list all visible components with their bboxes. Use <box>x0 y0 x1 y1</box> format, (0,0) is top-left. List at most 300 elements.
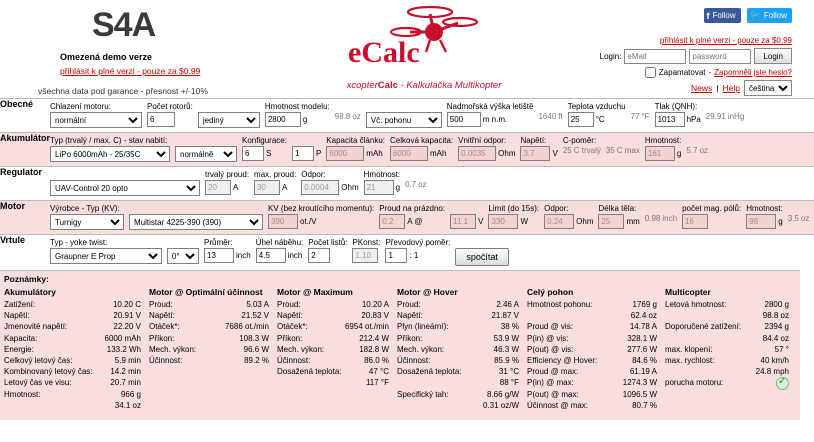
results-row <box>397 310 519 321</box>
facebook-icon: f <box>706 10 710 21</box>
results-row <box>527 366 657 377</box>
results-row <box>397 299 519 310</box>
value-no-load-current <box>379 214 445 229</box>
field-c-rate-max <box>606 133 645 166</box>
value-prop-pitch <box>256 248 304 263</box>
results-row <box>277 321 389 332</box>
results-value: 53.9 W <box>493 333 519 343</box>
field-air-temp <box>568 99 631 132</box>
esc-mass-oz-unit: oz <box>418 180 427 189</box>
label-voltage: Napětí: <box>520 136 547 145</box>
label-motor-resistance: Odpor: <box>544 204 569 213</box>
results-key: Otáček*: <box>149 322 180 332</box>
prop-yoke-select[interactable] <box>167 248 199 264</box>
prop-type-select[interactable] <box>50 248 162 264</box>
results-value <box>768 377 776 390</box>
results-row <box>527 377 657 388</box>
results-row <box>397 355 519 366</box>
esc-mass-input <box>364 180 394 195</box>
total-capacity-input <box>390 146 428 161</box>
esc-type-select[interactable] <box>50 180 200 196</box>
label-gear-ratio: Převodový poměr: <box>385 238 451 247</box>
results-row <box>4 400 141 411</box>
results-value: 46.3 W <box>493 344 519 354</box>
motor-mass-unit: g <box>778 217 783 226</box>
results-heading-total-drive: Celý pohon <box>527 287 574 297</box>
esc-resistance-input <box>301 180 339 195</box>
results-value: 10.20 C <box>112 300 141 309</box>
label-config-p <box>292 136 321 145</box>
motor-resistance-input <box>544 214 574 229</box>
results-value: 20.83 V <box>361 311 389 321</box>
no-load-current-unit: A @ <box>407 217 423 226</box>
label-rotor-config <box>198 102 260 111</box>
motor-resistance-unit: Ohm <box>576 217 594 226</box>
twitter-follow-button[interactable] <box>747 8 792 23</box>
login-password-input[interactable] <box>689 49 751 64</box>
field-field-elevation <box>447 99 539 132</box>
results-key: Proud: <box>397 300 421 309</box>
field-elevation-unit: m n.m. <box>482 115 508 124</box>
label-esc-mass-oz <box>405 170 427 179</box>
pressure-unit: hPa <box>686 115 701 124</box>
results-row <box>277 344 389 355</box>
motor-mass-oz-text: 3.5 <box>787 214 799 223</box>
results-key: Mech. výkon: <box>149 344 197 354</box>
config-p-input[interactable] <box>292 146 314 161</box>
label-motor-mass-oz <box>788 204 810 213</box>
forgot-separator: - <box>708 68 712 77</box>
label-motor-model <box>129 204 263 213</box>
internal-resistance-input <box>458 146 496 161</box>
label-motor-kv: KV (bez kroutícího momentu): <box>268 204 375 213</box>
cooling-select[interactable] <box>50 112 142 128</box>
results-key: Celkový letový čas: <box>4 356 73 366</box>
results-row <box>277 355 389 366</box>
form-row-vrtule <box>0 235 814 271</box>
label-esc-mass: Hmotnost: <box>363 170 401 179</box>
field-motor-manufacturer <box>50 201 129 234</box>
esc-mass-unit: g <box>395 183 401 192</box>
results-value: 5.03 A <box>246 300 269 309</box>
results-value: 98.8 oz <box>762 311 789 321</box>
air-temp-f-text: 77 <box>630 112 640 121</box>
no-load-voltage-unit: V <box>478 217 484 226</box>
results-row <box>149 355 269 366</box>
field-prop-pitch <box>256 235 309 270</box>
results-value: 21.52 V <box>241 311 269 321</box>
field-prop-yoke <box>167 235 204 270</box>
news-link[interactable]: News <box>691 83 713 93</box>
results-row <box>397 366 519 377</box>
facebook-follow-button[interactable] <box>704 8 741 23</box>
value-case-length <box>598 214 639 229</box>
label-battery-mass-oz <box>686 136 708 145</box>
config-s-input[interactable] <box>242 146 264 161</box>
pressure-input[interactable] <box>655 112 685 127</box>
case-length-in-text: 0.98 <box>644 214 661 223</box>
results-value: 20.7 min <box>110 378 141 388</box>
case-length-input <box>598 214 624 229</box>
results-row <box>4 333 141 344</box>
battery-charge-select[interactable] <box>175 146 237 162</box>
config-p-unit: P <box>315 149 322 158</box>
form-row-regulator <box>0 167 814 201</box>
results-key: P(in) @ vis: <box>527 333 569 343</box>
field-battery-mass <box>645 133 686 166</box>
value-air-temp-f <box>631 112 650 121</box>
results-value: 31 °C <box>498 367 519 377</box>
value-drive-incl <box>366 112 442 128</box>
links-separator: | <box>716 83 719 93</box>
field-esc-mass <box>364 167 405 200</box>
field-air-temp-f <box>631 99 655 132</box>
results-key: Specifický tah: <box>397 389 449 399</box>
results-value: 5.9 min <box>114 356 141 366</box>
field-no-load-voltage <box>450 201 488 234</box>
value-voltage <box>520 146 557 161</box>
calculate-button[interactable]: spočítat <box>455 248 509 266</box>
field-calculate <box>455 235 514 270</box>
value-model-weight <box>265 112 330 127</box>
results-panel <box>0 270 800 420</box>
blade-count-input[interactable] <box>308 248 330 263</box>
results-value: 7686 ot./min <box>224 322 269 332</box>
demo-upgrade-link-left[interactable] <box>60 66 200 76</box>
value-esc-cont-current <box>205 180 249 195</box>
field-elevation-ft-unit: ft <box>558 112 563 121</box>
label-internal-resistance: Vnitřní odpor: <box>458 136 507 145</box>
tagline-part-rest: - Kalkulačka Multikopter <box>397 80 502 91</box>
results-key: Letová hmotnost: <box>665 300 727 309</box>
prop-pitch-input[interactable] <box>256 248 286 263</box>
value-poles <box>682 214 741 229</box>
results-row <box>397 321 519 332</box>
value-limit-15s <box>488 214 539 229</box>
results-key: Hmotnost: <box>4 389 41 399</box>
total-capacity-unit: mAh <box>429 149 447 158</box>
ecalc-logo-text: eCalc <box>348 36 420 69</box>
results-value: 21.87 V <box>491 311 519 321</box>
results-key: Mech. výkon: <box>397 344 445 354</box>
ecalc-branding <box>330 2 510 98</box>
results-value: 80.7 % <box>632 400 657 410</box>
label-esc-resistance: Odpor: <box>301 170 326 179</box>
value-motor-mass-oz <box>788 214 810 223</box>
help-link[interactable]: Help <box>722 83 740 93</box>
results-value: 328.1 W <box>627 333 657 343</box>
results-row <box>665 310 789 321</box>
field-no-load-current <box>379 201 450 234</box>
value-battery-mass <box>645 146 681 161</box>
form-row-fields <box>50 133 814 166</box>
label-esc-cont-current: trvalý proud: <box>205 170 250 179</box>
value-battery-type <box>50 146 170 162</box>
ecalc-tagline <box>324 80 524 91</box>
results-value: 10.20 A <box>361 300 389 309</box>
field-esc-resistance <box>301 167 363 200</box>
demo-upgrade-anchor-left[interactable]: přihlásit k plné verzi - pouze za $0.99 <box>60 66 201 76</box>
results-value: 89.2 % <box>244 356 269 366</box>
results-key: Proud @ max: <box>527 367 579 377</box>
results-row <box>527 389 657 400</box>
top-links <box>691 80 792 96</box>
value-pressure <box>655 112 701 127</box>
label-field-elevation: Nadmořská výška letiště <box>446 102 534 111</box>
results-row <box>4 321 141 332</box>
air-temp-f-unit: °F <box>641 112 650 121</box>
form-row-fields <box>50 235 814 270</box>
value-config-s <box>242 146 287 161</box>
field-esc-max-current <box>254 167 301 200</box>
label-blade-count: Počet listů: <box>308 238 348 247</box>
rotor-config-select[interactable] <box>198 112 260 128</box>
label-field-elevation-ft <box>538 102 562 111</box>
login-remember-row <box>564 67 792 78</box>
esc-mass-oz-text: 0.7 <box>405 180 417 189</box>
login-promo[interactable] <box>564 36 792 45</box>
field-cell-capacity <box>326 133 390 166</box>
label-cell-capacity: Kapacita článku: <box>326 136 385 145</box>
c-rate-max-unit: C max <box>616 146 640 155</box>
results-key: max. rychlost: <box>665 356 715 366</box>
results-value: 212.4 W <box>359 333 389 343</box>
results-value: 1769 g <box>632 300 657 309</box>
label-poles: počet mag. pólů: <box>682 204 742 213</box>
results-value: 84.4 oz <box>762 333 789 343</box>
c-rate-label-unit: C trvalý <box>573 146 601 155</box>
results-key: Účinnost: <box>397 356 431 366</box>
form-row-motor <box>0 201 814 235</box>
no-load-current-input <box>379 214 405 229</box>
results-row <box>527 400 657 411</box>
results-column-batteries <box>0 287 145 411</box>
results-key: Účinnost: <box>277 356 311 366</box>
motor-model-select[interactable] <box>129 214 263 230</box>
results-key: Jmenovité napětí: <box>4 322 68 332</box>
results-value: 40 km/h <box>760 356 789 366</box>
poles-input <box>682 214 708 229</box>
value-esc-max-current <box>254 180 296 195</box>
value-cooling <box>50 112 142 128</box>
label-limit-15s: Limit (do 15s): <box>488 204 540 213</box>
label-motor-manufacturer: Výrobce - Typ (KV): <box>50 204 120 213</box>
field-rotor-config <box>198 99 265 132</box>
results-value: 47 °C <box>368 367 389 377</box>
label-no-load-voltage <box>450 204 483 213</box>
results-row <box>527 299 657 310</box>
label-case-length: Délka těla: <box>598 204 637 213</box>
results-value: 117 °F <box>365 378 389 388</box>
results-key: Účinnost @ max: <box>527 400 589 410</box>
results-value: 2.46 A <box>496 300 519 309</box>
value-field-elevation-ft <box>538 112 562 121</box>
prop-pitch-unit: inch <box>287 251 303 260</box>
login-row <box>564 48 792 64</box>
label-rotor-count: Počet rotorů: <box>147 102 193 111</box>
results-key: Energie: <box>4 344 34 354</box>
results-row <box>149 321 269 332</box>
s4a-logo: S4A <box>92 6 156 44</box>
label-prop-yoke <box>167 238 199 247</box>
results-heading-motor-hover: Motor @ Hover <box>397 287 458 297</box>
results-key: Příkon: <box>397 333 423 343</box>
motor-mass-input <box>746 214 776 229</box>
field-elevation-input[interactable] <box>447 112 481 127</box>
twitter-follow-label: Follow <box>763 11 787 20</box>
air-temp-input[interactable] <box>568 112 594 127</box>
results-value: 96.6 W <box>243 344 269 354</box>
remember-me-checkbox[interactable] <box>645 67 656 78</box>
results-value: 24.8 mph <box>755 367 789 377</box>
motor-kv-input <box>268 214 298 229</box>
results-row <box>4 366 141 377</box>
results-value: 8.66 g/W <box>486 389 519 399</box>
demo-version-title: Omezená demo verze <box>60 52 153 62</box>
value-esc-mass-oz <box>405 180 427 189</box>
results-column-motor-hover <box>393 287 523 411</box>
results-row <box>665 333 789 344</box>
results-column-motor-optimum-efficiency <box>145 287 273 411</box>
label-air-temp-f <box>631 102 650 111</box>
results-row <box>277 377 389 388</box>
field-limit-15s <box>488 201 544 234</box>
field-field-elevation-ft <box>538 99 567 132</box>
results-key: Doporučené zatížení: <box>665 322 742 332</box>
value-prop-diameter <box>204 248 251 263</box>
facebook-follow-label: Follow <box>712 11 736 20</box>
model-weight-input[interactable] <box>265 112 301 127</box>
no-load-voltage-input <box>450 214 476 229</box>
label-battery-mass: Hmotnost: <box>644 136 682 145</box>
results-row <box>665 366 789 377</box>
label-prop-diameter: Průměr: <box>204 238 233 247</box>
results-value: 85.9 % <box>494 356 519 366</box>
drive-incl-select[interactable] <box>366 112 442 128</box>
results-heading-motor-optimum-efficiency: Motor @ Optimální účinnost <box>149 287 263 297</box>
results-value: 133.2 Wh <box>106 344 141 354</box>
case-length-unit: mm <box>626 217 640 226</box>
field-motor-kv <box>268 201 379 234</box>
field-config-s <box>242 133 292 166</box>
field-internal-resistance <box>458 133 520 166</box>
form-row-label: Motor <box>0 201 25 211</box>
results-row <box>397 377 519 388</box>
field-pressure-inhg <box>706 99 749 132</box>
gear-ratio-input[interactable] <box>385 248 407 263</box>
results-row <box>4 377 141 388</box>
results-key: Hmotnost pohonu: <box>527 300 593 309</box>
rotor-count-input[interactable] <box>147 112 175 127</box>
results-key: Napětí: <box>397 311 423 321</box>
login-button[interactable]: Login <box>754 48 792 64</box>
results-key: Mech. výkon: <box>277 344 325 354</box>
cell-capacity-unit: mAh <box>366 149 383 158</box>
results-key: P(out) @ vis: <box>527 344 574 354</box>
value-model-weight-oz <box>335 112 361 121</box>
label-pconst: PKonst: <box>352 238 381 247</box>
value-motor-mass <box>746 214 782 229</box>
results-row <box>665 377 789 390</box>
results-row <box>665 321 789 332</box>
esc-max-current-input <box>254 180 280 195</box>
form-row-label: Vrtule <box>0 235 26 245</box>
limit-15s-unit: W <box>520 217 529 226</box>
results-row <box>527 321 657 332</box>
case-length-in-unit: inch <box>662 214 678 223</box>
twitter-bird-icon: 🐦 <box>749 10 761 20</box>
results-row <box>149 344 269 355</box>
results-value: 108.3 W <box>239 333 269 343</box>
value-c-rate-max <box>606 146 640 155</box>
results-value: 2800 g <box>764 300 789 309</box>
language-select[interactable] <box>744 80 792 96</box>
results-value: 61.19 A <box>629 367 657 377</box>
results-key: Otáček*: <box>277 322 308 332</box>
results-value: 14.78 A <box>629 322 657 332</box>
esc-cont-current-input <box>205 180 231 195</box>
prop-diameter-input[interactable] <box>204 248 234 263</box>
results-value: 86.0 % <box>364 356 389 366</box>
label-esc-max-current: max. proud: <box>254 170 297 179</box>
login-label: Login: <box>599 51 622 61</box>
field-model-weight-oz <box>335 99 366 132</box>
results-key: Účinnost: <box>149 356 183 366</box>
results-value: 1274.3 W <box>622 378 657 388</box>
results-key: Plyn (lineární): <box>397 322 449 332</box>
field-motor-resistance <box>544 201 598 234</box>
form-row-fields <box>50 99 814 132</box>
battery-mass-oz-text: 5.7 <box>686 146 698 155</box>
results-row <box>4 389 141 400</box>
results-key: Proud: <box>277 300 301 309</box>
results-value: 1096.5 W <box>622 389 657 399</box>
label-config-s: Konfigurace: <box>242 136 287 145</box>
results-key: max. klopení: <box>665 344 713 354</box>
esc-max-current-unit: A <box>282 183 288 192</box>
value-prop-yoke <box>167 248 199 264</box>
label-battery-charge <box>175 136 237 145</box>
results-row <box>277 299 389 310</box>
limit-15s-input <box>488 214 518 229</box>
field-motor-model <box>129 201 268 234</box>
forgot-password-link[interactable]: Zapomněli jste heslo? <box>714 68 792 77</box>
form-row-fields <box>50 201 814 234</box>
results-value: 2394 g <box>764 322 789 332</box>
battery-type-select[interactable] <box>50 146 170 162</box>
value-battery-mass-oz <box>686 146 708 155</box>
value-field-elevation <box>447 112 534 127</box>
results-row <box>397 333 519 344</box>
form-row-obecné <box>0 99 814 133</box>
value-total-capacity <box>390 146 453 161</box>
results-key: Letový čas ve visu: <box>4 378 72 388</box>
field-prop-type <box>50 235 167 270</box>
label-no-load-current: Proud na prázdno: <box>379 204 446 213</box>
login-email-input[interactable] <box>624 49 686 64</box>
results-key: Napětí: <box>149 311 175 321</box>
results-key: P(in) @ max: <box>527 378 574 388</box>
motor-manufacturer-select[interactable] <box>50 214 124 230</box>
login-promo-anchor[interactable]: přihlásit k plné verzi - pouze za $0.99 <box>659 36 792 45</box>
label-calculate <box>455 238 509 247</box>
field-total-capacity <box>390 133 458 166</box>
label-prop-type: Typ - yoke twist: <box>50 238 108 247</box>
results-row <box>665 344 789 355</box>
results-value: 88 °F <box>499 378 519 388</box>
label-pressure-inhg <box>706 102 744 111</box>
battery-mass-oz-unit: oz <box>699 146 708 155</box>
